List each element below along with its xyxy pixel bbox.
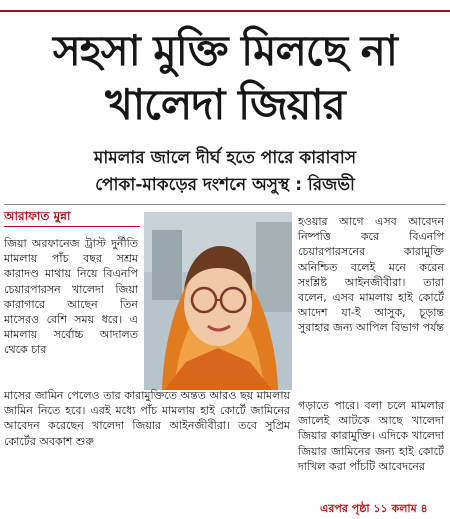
headline-line-2: খালেদা জিয়ার bbox=[105, 80, 345, 129]
article-column-bottom-right bbox=[298, 398, 444, 474]
article-column-right bbox=[298, 214, 444, 336]
article-column-left bbox=[4, 236, 138, 358]
article-text-left: জিয়া অরফানেজ ট্রাস্ট দুর্নীতি মামলায় পাঁচ বছর সশ্রম কারাদণ্ড মাথায় নিয়ে বিএনপি চেয়ারপারসন খালেদা জিয়া কারাগারে আছেন তিন মাসেরও বেশি সময় ধরে। এ মামলায় সর্বোচ্চ আদালত থেকে চার bbox=[4, 237, 138, 357]
subheadline-line-1: মামলার জালে দীর্ঘ হতে পারে কারাবাস bbox=[93, 148, 357, 168]
article-text-bottom: মাসের জামিন পেলেও তার কারামুক্তিতে অন্তত আরও ছয় মামলায় জামিন নিতে হবে। এরই মধ্যে পাঁচ মামলায় হাই কোর্টে জামিনের আবেদন করেছেন খালেদা জিয়ার আইনজীবীরা। তবে সুপ্রিম কোর্টের অবকাশ শুরু bbox=[4, 389, 290, 448]
byline: আরাফাত মুন্না bbox=[4, 209, 71, 223]
article-text-bottom-right: গড়াতে পারে। বলা চলে মামলার জালেই আটকে আছে খালেদা জিয়ার কারামুক্তি। এদিকে খালেদা জিয়ার জামিনের জন্য হাই কোর্টে দাখিল করা পাঁচটি আবেদনের bbox=[298, 399, 444, 473]
article-column-bottom bbox=[4, 388, 290, 449]
byline-underline bbox=[4, 226, 140, 227]
portrait-illustration bbox=[144, 212, 292, 390]
section-divider bbox=[4, 204, 446, 205]
subheadline-line-2: পোকা-মাকড়ের দংশনে অসুস্থ : রিজভী bbox=[95, 175, 355, 195]
continued-on-page: এরপর পৃষ্ঠা ১১ কলাম ৪ bbox=[320, 502, 428, 515]
headline-line-1: সহসা মুক্তি মিলছে না bbox=[53, 26, 397, 75]
article-text-right: হওয়ার আগে এসব আবেদন নিষ্পত্তি করে বিএনপি চেয়ারপারসনের কারামুক্তি অনিশ্চিত বলেই মনে করেন সংশ্লিষ্ট আইনজীবীরা। তারা বলেন, এসব মামলায় হাই কোর্টে আদেশ যা-ই আসুক, চূড়ান্ত সুরাহার জন্য আপিল বিভাগ পর্যন্ত bbox=[298, 215, 445, 335]
top-rule bbox=[0, 10, 450, 12]
portrait-photo bbox=[144, 212, 292, 390]
top-strip bbox=[0, 0, 450, 12]
